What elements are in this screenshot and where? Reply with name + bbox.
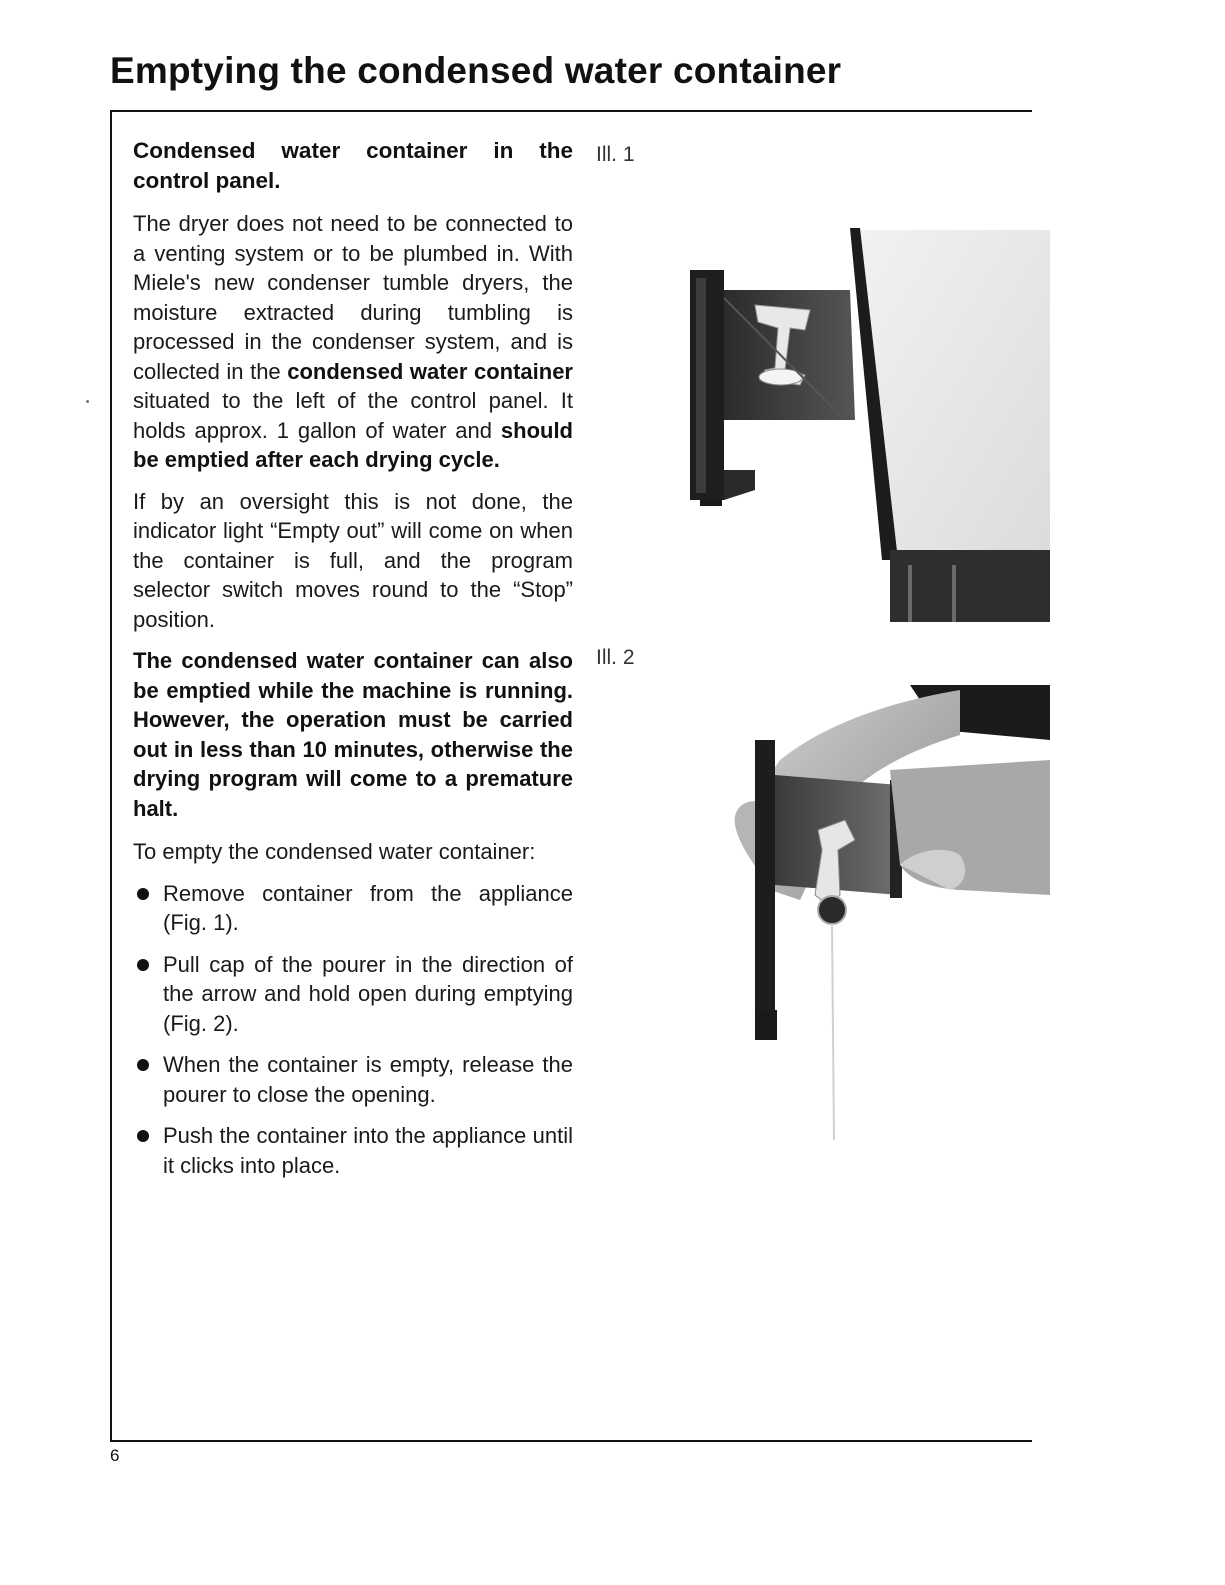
list-item [133, 879, 573, 938]
illustration-2-label: Ill. 2 [596, 646, 635, 669]
list-item [133, 950, 573, 1039]
container-removal-photo [660, 170, 1050, 630]
section-heading: Condensed water container in the control panel. [133, 138, 573, 193]
intro-text-2: situated to the left of the control panel. It holds approx. 1 gallon of water and [133, 388, 573, 443]
scan-speck [86, 400, 89, 403]
oversight-paragraph: If by an oversight this is not done, the indicator light “Empty out” will come on when the container is full, and the program selector switch moves round to the “Stop” position. [133, 488, 573, 632]
intro-text-1: The dryer does not need to be connected to a venting system or to be plumbed in. With Miele's new condenser tumble dryers, the moisture extracted during tumbling is processed in the condenser system, and is collected in the [133, 211, 573, 384]
intro-bold-2: should be emptied after each drying cycle. [133, 417, 573, 472]
page-title: Emptying the condensed water container [110, 50, 842, 91]
bullet-icon [137, 1130, 149, 1142]
bullet-icon [137, 888, 149, 900]
list-item [133, 1050, 573, 1109]
bullet-icon [137, 959, 149, 971]
intro-bold-1: condensed water container [287, 358, 573, 384]
intro-paragraph [133, 209, 573, 475]
warning-paragraph: The condensed water container can also be emptied while the machine is running. However, the operation must be carried out in less than 10 minutes, otherwise the drying program will come to a premature halt. [133, 648, 573, 821]
page-number: 6 [110, 1446, 120, 1465]
step-text: Pull cap of the pourer in the direction of the arrow and hold open during emptying (Fig. 2). [163, 951, 573, 1036]
steps-list [133, 879, 573, 1181]
step-text: Push the container into the appliance until it clicks into place. [163, 1123, 573, 1178]
step-text: When the container is empty, release the pourer to close the opening. [163, 1052, 573, 1107]
illustration-1-label: Ill. 1 [596, 143, 635, 166]
text-column [133, 136, 573, 1192]
bullet-icon [137, 1059, 149, 1071]
step-text: Remove container from the appliance (Fig. 1). [163, 880, 573, 935]
container-emptying-photo [660, 680, 1050, 1140]
steps-intro: To empty the condensed water container: [133, 839, 536, 864]
bottom-rule [110, 1440, 1032, 1442]
left-rule [110, 112, 112, 1440]
list-item [133, 1121, 573, 1180]
top-rule [110, 110, 1032, 112]
